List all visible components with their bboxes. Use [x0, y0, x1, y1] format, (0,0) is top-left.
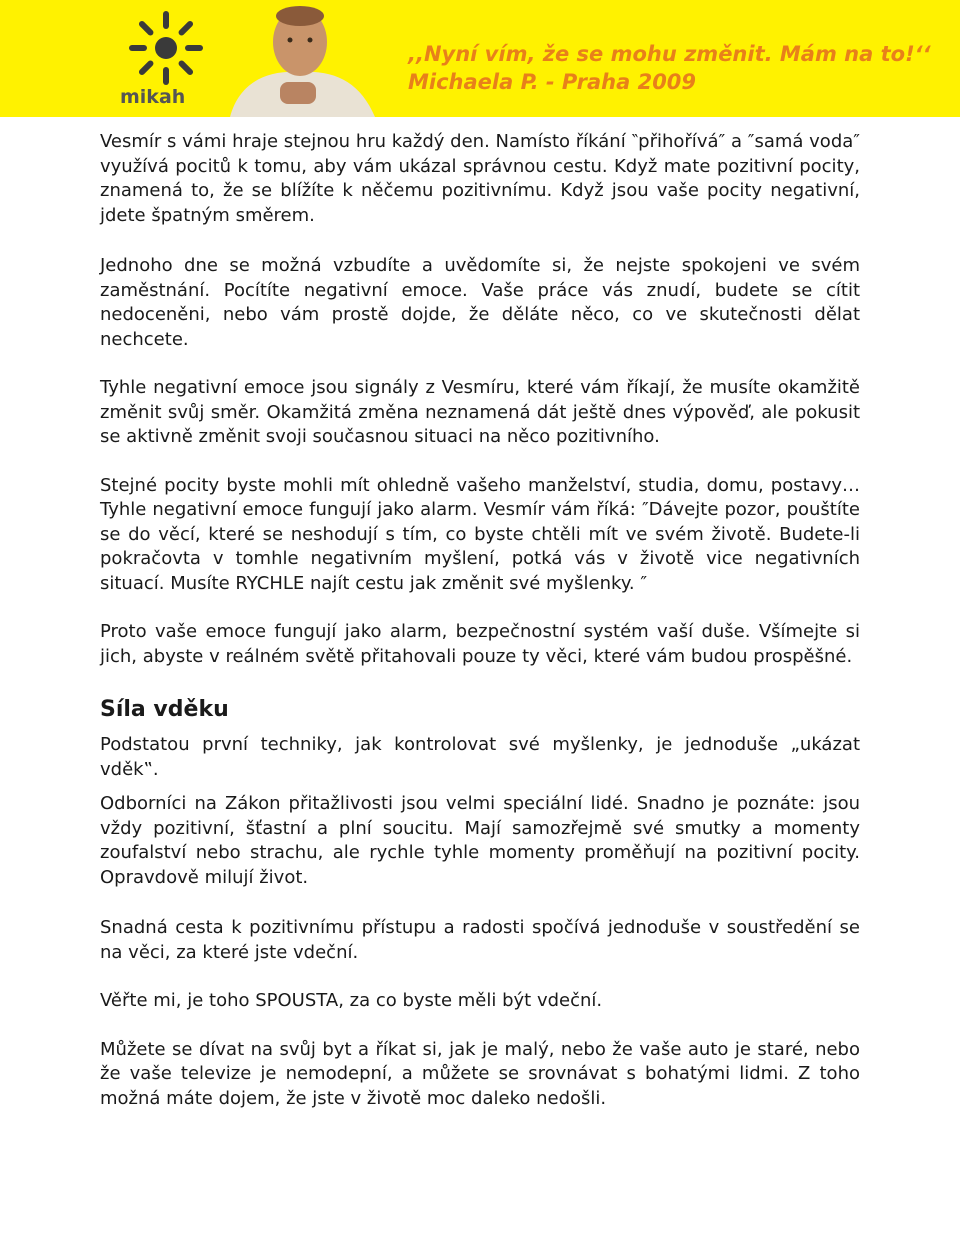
mikah-logo-icon	[126, 8, 206, 88]
tagline-author: Michaela P. - Praha 2009	[408, 70, 697, 94]
paragraph-6: Podstatou první techniky, jak kontrolovat své myšlenky, je jednoduše „ukázat vděk‟.	[100, 734, 860, 780]
paragraph-1: Vesmír s vámi hraje stejnou hru každý den. Namísto říkání ‶přihořívá″ a ″samá voda″ využívá pocitů k tomu, aby vám ukázal správnou cestu. Když mate pozitivní pocity, znamená to, že se blížíte k něčemu pozitivnímu. Když jsou vaše pocity negativní, jdete špatným směrem.	[100, 131, 860, 226]
paragraph-2: Jednoho dne se možná vzbudíte a uvědomíte si, že nejste spokojeni ve svém zaměstnání. Pocítíte negativní emoce. Vaše práce vás znudí, budete se cítit nedoceněni, nebo vám prostě dojde, že děláte něco, co ve skutečnosti dělat nechcete.	[100, 255, 860, 350]
paragraph-8: Snadná cesta k pozitivnímu přístupu a radosti spočívá jednoduše v soustředění se na věci, za které jste vdeční.	[100, 917, 860, 963]
header-banner	[0, 0, 960, 117]
paragraph-7: Odborníci na Zákon přitažlivosti jsou velmi speciální lidé. Snadno je poznáte: jsou vždy pozitivní, šťastní a plní soucitu. Mají samozřejmě své smutky a momenty zoufalství nebo strachu, ale rychle tyhle momenty proměňují na pozitivní pocity. Opravdově milují život.	[100, 793, 860, 888]
portrait-photo	[210, 0, 390, 117]
tagline-quote: ,,Nyní vím, že se mohu změnit. Mám na to!‘‘	[408, 42, 931, 66]
paragraph-9: Věřte mi, je toho SPOUSTA, za co byste měli být vdeční.	[100, 990, 603, 1011]
paragraph-5: Proto vaše emoce fungují jako alarm, bezpečnostní systém vaší duše. Všímejte si jich, abyste v reálném světě přitahovali pouze ty věci, které vám budou prospěšné.	[100, 621, 860, 667]
logo-text: mikah	[120, 86, 186, 108]
paragraph-10: Můžete se dívat na svůj byt a říkat si, jak je malý, nebo že vaše auto je staré, nebo že vaše televize je nemodерní, a můžete se srovnávat s bohatými lidmi. Z toho možná máte dojem, že jste v životě moc daleko nedošli.	[100, 1038, 860, 1109]
tagline	[408, 40, 931, 96]
section-heading: Síla vděku	[100, 697, 229, 722]
document-body	[100, 130, 860, 1111]
paragraph-3: Tyhle negativní emoce jsou signály z Vesmíru, které vám říkají, že musíte okamžitě změnit svůj směr. Okamžitá změna neznamená dát ještě dnes výpověď, ale pokusit se aktivně změnit svoji současnou situaci na něco pozitivního.	[100, 377, 860, 447]
paragraph-4: Stejné pocity byste mohli mít ohledně vašeho manželství, studia, domu, postavy…Tyhle negativní emoce fungují jako alarm. Vesmír vám říká: ″Dávejte pozor, pouštíte se do věcí, které se neshodují s tím, co byste chtěli mít ve svém životě. Budete-li pokračovta v tomhle negativním myšlení, potká vás v životě vice negativních situací. Musíte RYCHLE najít cestu jak změnit své myšlenky. ″	[100, 474, 860, 594]
